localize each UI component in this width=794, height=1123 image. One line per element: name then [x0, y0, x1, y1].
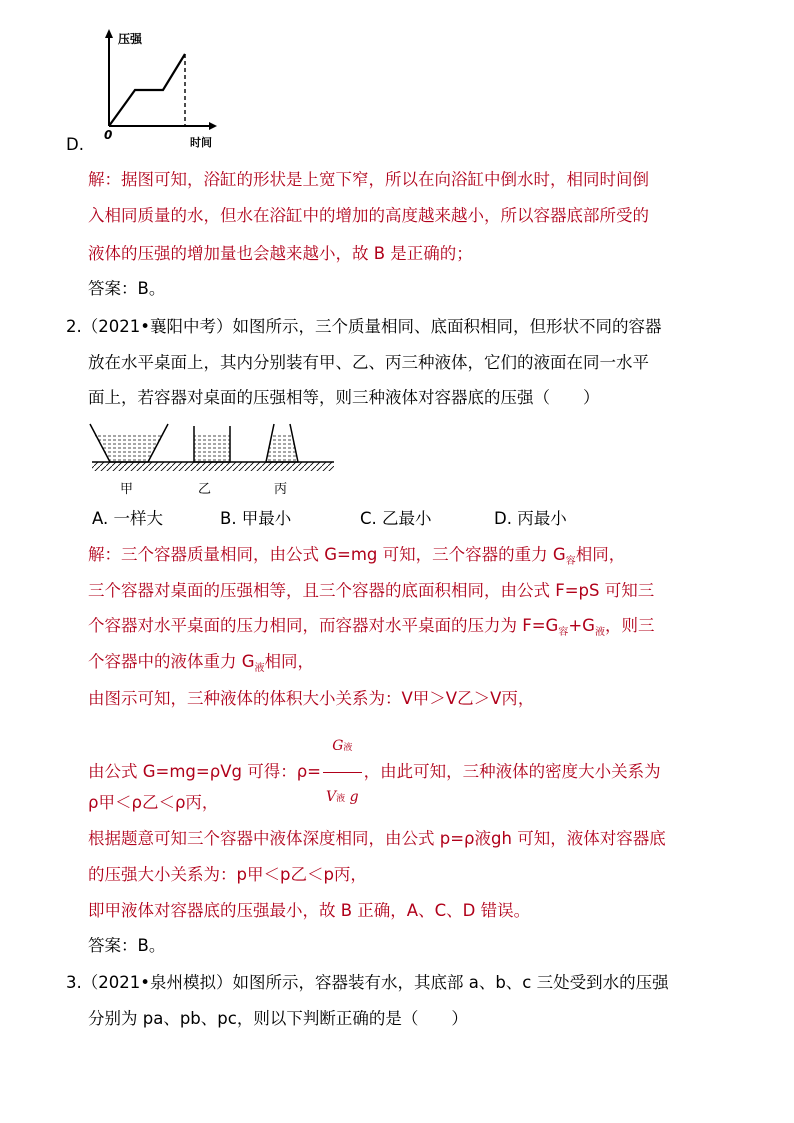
- q2-stem-line-1: 2.（2021•襄阳中考）如图所示，三个质量相同、底面积相同，但形状不同的容器: [66, 317, 662, 336]
- q1-solution-line-3: 液体的压强的增加量也会越来越小，故 B 是正确的；: [88, 244, 473, 263]
- q1-answer: 答案：B。: [88, 279, 166, 298]
- q2-solution-line-10: 即甲液体对容器底的压强最小，故 B 正确，A、C、D 错误。: [88, 901, 531, 920]
- q2-solution-line-9: 的压强大小关系为：p甲＜p乙＜p丙，: [88, 865, 367, 884]
- q2-solution-line-1: 解：三个容器质量相同，由公式 G=mg 可知，三个容器的重力 $G_容$相同，: [88, 545, 626, 567]
- three-containers-figure: [88, 418, 338, 478]
- q2-solution-line-3: 个容器对水平桌面的压力相同，而容器对水平桌面的压力为 $F=G_容+G_液$，则三: [88, 616, 655, 638]
- q2-option-d: D. 丙最小: [494, 509, 567, 528]
- graph-ylabel: 压强: [118, 32, 143, 46]
- q2-solution-line-8: 根据题意可知三个容器中液体深度相同，由公式 p=ρ液gh 可知，液体对容器底: [88, 829, 666, 848]
- pressure-time-graph: [95, 28, 225, 148]
- container-label-yi: 乙: [198, 482, 212, 497]
- q2-solution-line-6: 由公式 G=mg=ρVg 可得：ρ= $\frac{\text{G液}}{\text{V液 g}}$ ，由此可知，三种液体的密度大小关系为: [88, 722, 661, 823]
- q2-solution-line-5: 由图示可知，三种液体的体积大小关系为：V甲＞V乙＞V丙，: [88, 689, 535, 708]
- q2-stem-line-3: 面上，若容器对桌面的压强相等，则三种液体对容器底的压强（ ）: [88, 388, 600, 407]
- q2-answer: 答案：B。: [88, 936, 166, 955]
- q3-stem-line-1: 3.（2021•泉州模拟）如图所示，容器装有水，其底部 a、b、c 三处受到水的压强: [66, 973, 669, 992]
- q3-stem-line-2: 分别为 pa、pb、pc，则以下判断正确的是（ ）: [88, 1009, 468, 1028]
- container-label-jia: 甲: [120, 482, 134, 497]
- q2-solution-line-2: 三个容器对桌面的压强相等，且三个容器的底面积相同，由公式 F=pS 可知三: [88, 581, 655, 600]
- graph-origin: 0: [104, 128, 113, 142]
- option-d-label: D.: [66, 135, 84, 154]
- graph-xlabel: 时间: [190, 136, 212, 149]
- q2-solution-line-7: ρ甲＜ρ乙＜ρ丙，: [88, 793, 219, 812]
- container-label-bing: 丙: [274, 482, 288, 497]
- q2-stem-line-2: 放在水平桌面上，其内分别装有甲、乙、丙三种液体，它们的液面在同一水平: [88, 353, 649, 372]
- q2-option-a: A. 一样大: [92, 509, 163, 528]
- q2-option-b: B. 甲最小: [220, 509, 292, 528]
- q2-solution-line-4: 个容器中的液体重力 $G_液$相同，: [88, 652, 315, 674]
- q2-option-c: C. 乙最小: [360, 509, 432, 528]
- q1-solution-line-2: 入相同质量的水，但水在浴缸中的增加的高度越来越小，所以容器底部所受的: [88, 206, 649, 225]
- q1-solution-line-1: 解：据图可知，浴缸的形状是上宽下窄，所以在向浴缸中倒水时，相同时间倒: [88, 170, 649, 189]
- density-fraction: $\frac{\text{G液}}{\text{V液 g}}$: [323, 722, 362, 823]
